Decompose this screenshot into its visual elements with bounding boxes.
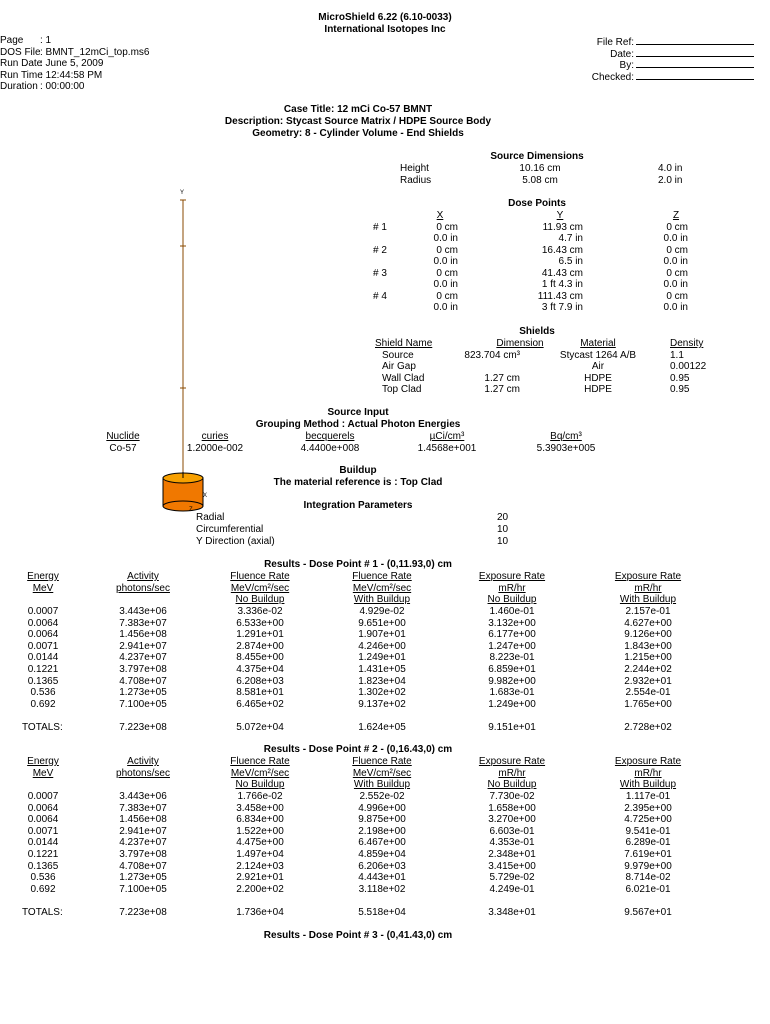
shield-name: Wall Clad [382, 373, 425, 384]
dose-col-z: Z [672, 210, 680, 221]
activity-header: Activity photons/sec [116, 571, 170, 594]
shield-mat: Stycast 1264 A/B [559, 350, 637, 361]
dose-z: 0 cm [666, 222, 688, 233]
dose-z: 0.0 in [663, 233, 688, 244]
dose-y: 41.43 cm [541, 268, 583, 279]
case-title: Case Title: 12 mCi Co-57 BMNT [283, 104, 433, 115]
exposure-nb-column: 1.460e-01 3.132e+00 6.177e+00 1.247e+00 8.223e-01 6.859e+01 9.982e+00 1.683e-01 1.249e+00 [488, 606, 536, 710]
totals-exposure-nb: 9.151e+01 [488, 722, 536, 733]
uci-cm3-value: 1.4568e+001 [417, 443, 477, 454]
curies-value: 1.2000e-002 [186, 443, 244, 454]
dose-point-id: # 3 [373, 268, 387, 279]
totals-label: TOTALS: [22, 722, 63, 733]
energy-column: 0.0007 0.0064 0.0064 0.0071 0.0144 0.1221 0.1365 0.536 0.692 [27, 791, 59, 895]
fluence-wb-column: 4.929e-02 9.651e+00 1.907e+01 4.246e+00 1.249e+01 1.431e+05 1.823e+04 1.302e+02 9.137e+02 [358, 606, 406, 710]
meta-label: Page [0, 35, 24, 46]
dose-z: 0.0 in [663, 256, 688, 267]
dose-z: 0 cm [666, 245, 688, 256]
exposure-nb-header: Exposure Rate mR/hr No Buildup [478, 756, 546, 791]
shield-mat: HDPE [584, 373, 612, 384]
results-title: Results - Dose Point # 3 - (0,41.43,0) cm [263, 930, 453, 941]
shield-name: Source [382, 350, 414, 361]
nuclide-header: Nuclide [106, 431, 140, 442]
shield-den: 1.1 [670, 350, 684, 361]
becquerels-value: 4.4400e+008 [300, 443, 360, 454]
fluence-wb-column: 2.552e-02 4.996e+00 9.875e+00 2.198e+00 6.467e+00 4.859e+04 6.206e+03 4.443e+01 3.118e+02 [358, 791, 406, 895]
grouping-method: Grouping Method : Actual Photon Energies [255, 419, 461, 430]
shield-dim: 1.27 cm [484, 384, 520, 395]
dose-x: 0 cm [436, 291, 458, 302]
energy-header: Energy MeV [27, 571, 59, 594]
integration-label: Circumferential [196, 524, 264, 535]
results-title: Results - Dose Point # 2 - (0,16.43,0) cm [263, 744, 453, 755]
shield-den: 0.95 [670, 373, 690, 384]
dose-x: 0 cm [436, 245, 458, 256]
integration-value: 20 [497, 512, 509, 523]
shield-mat: Air [591, 361, 605, 372]
dose-z: 0 cm [666, 268, 688, 279]
becquerels-header: becquerels [305, 431, 355, 442]
exposure-wb-column: 1.117e-01 2.395e+00 4.725e+00 9.541e-01 6.289e-01 7.619e+01 9.979e+00 8.714e-02 6.021e-01 [624, 791, 672, 895]
fluence-wb-header: Fluence Rate MeV/cm²/sec With Buildup [352, 756, 412, 791]
totals-fluence-wb: 1.624e+05 [358, 722, 406, 733]
shield-dim: 823.704 cm³ [464, 350, 520, 361]
buildup-heading: Buildup [339, 465, 377, 476]
source-input-heading: Source Input [327, 407, 389, 418]
z-axis-label: Z [189, 507, 193, 513]
dose-z: 0.0 in [663, 279, 688, 290]
meta-value: : June 5, 2009 [40, 58, 104, 70]
company-name: International Isotopes Inc [324, 24, 446, 35]
case-description: Description: Stycast Source Matrix / HDPE Source Body [224, 116, 492, 127]
shield-mat: HDPE [584, 384, 612, 395]
integration-label: Y Direction (axial) [196, 536, 275, 547]
source-dim-cm: 10.16 cm [519, 163, 561, 174]
program-title: MicroShield 6.22 (6.10-0033) [318, 12, 452, 23]
case-geometry: Geometry: 8 - Cylinder Volume - End Shields [252, 128, 464, 139]
integration-value: 10 [497, 524, 509, 535]
dose-z: 0.0 in [663, 302, 688, 313]
shield-col-dimension: Dimension [496, 338, 544, 349]
dose-y: 1 ft 4.3 in [541, 279, 583, 290]
uci-cm3-header: µCi/cm³ [429, 431, 465, 442]
shield-col-name: Shield Name [375, 338, 433, 349]
dose-point-id: # 4 [373, 291, 387, 302]
dose-y: 11.93 cm [542, 222, 583, 233]
dose-x: 0.0 in [433, 279, 458, 290]
energy-header: Energy MeV [27, 756, 59, 779]
energy-column: 0.0007 0.0064 0.0064 0.0071 0.0144 0.1221 0.1365 0.536 0.692 [27, 606, 59, 710]
dose-x: 0.0 in [433, 233, 458, 244]
dose-y: 4.7 in [558, 233, 583, 244]
dose-x: 0 cm [436, 268, 458, 279]
activity-column: 3.443e+06 7.383e+07 1.456e+08 2.941e+07 4.237e+07 3.797e+08 4.708e+07 1.273e+05 7.100e+05 [119, 791, 167, 895]
fluence-nb-header: Fluence Rate MeV/cm²/sec No Buildup [230, 571, 290, 606]
results-title: Results - Dose Point # 1 - (0,11.93,0) cm [264, 559, 452, 570]
dose-x: 0.0 in [433, 256, 458, 267]
bq-cm3-value: 5.3903e+005 [536, 443, 596, 454]
buildup-reference: The material reference is : Top Clad [273, 477, 443, 488]
shield-col-density: Density [670, 338, 704, 349]
by-label: By: [619, 60, 634, 72]
dose-y: 6.5 in [558, 256, 583, 267]
dose-x: 0 cm [436, 222, 458, 233]
bq-cm3-header: Bq/cm³ [550, 431, 582, 442]
dose-y: 111.43 cm [537, 291, 583, 302]
totals-label: TOTALS: [22, 907, 63, 918]
source-dimensions-heading: Source Dimensions [490, 151, 584, 162]
fluence-wb-header: Fluence Rate MeV/cm²/sec With Buildup [352, 571, 412, 606]
integration-value: 10 [497, 536, 509, 547]
shield-den: 0.00122 [670, 361, 707, 372]
y-axis-label: Y [180, 190, 185, 196]
x-axis-label: X [203, 493, 208, 499]
totals-activity: 7.223e+08 [119, 722, 167, 733]
activity-column: 3.443e+06 7.383e+07 1.456e+08 2.941e+07 4.237e+07 3.797e+08 4.708e+07 1.273e+05 7.100e+05 [119, 606, 167, 710]
dose-y: 16.43 cm [541, 245, 583, 256]
shields-heading: Shields [519, 326, 555, 337]
meta-value: : 1 [40, 35, 52, 46]
source-dim-label: Height [400, 163, 429, 174]
totals-exposure-nb: 3.348e+01 [488, 907, 536, 918]
totals-fluence-nb: 1.736e+04 [236, 907, 284, 918]
dose-point-id: # 1 [373, 222, 387, 233]
totals-activity: 7.223e+08 [119, 907, 167, 918]
totals-fluence-nb: 5.072e+04 [236, 722, 284, 733]
activity-header: Activity photons/sec [116, 756, 170, 779]
fluence-nb-column: 3.336e-02 6.533e+00 1.291e+01 2.874e+00 8.455e+00 4.375e+04 6.208e+03 8.581e+01 6.465e+02 [236, 606, 284, 710]
shield-col-material: Material [580, 338, 616, 349]
integration-label: Radial [196, 512, 225, 523]
exposure-wb-header: Exposure Rate mR/hr With Buildup [614, 756, 682, 791]
integration-heading: Integration Parameters [303, 500, 413, 511]
checked-label: Checked: [591, 71, 634, 83]
totals-fluence-wb: 5.518e+04 [358, 907, 406, 918]
dose-point-id: # 2 [373, 245, 387, 256]
shield-den: 0.95 [670, 384, 690, 395]
exposure-nb-column: 7.730e-02 1.658e+00 3.270e+00 6.603e-01 4.353e-01 2.348e+01 3.415e+00 5.729e-02 4.249e-01 [488, 791, 536, 895]
file-ref-label: File Ref: [596, 37, 634, 48]
dose-points-heading: Dose Points [508, 198, 566, 209]
meta-label: Run Date [0, 58, 43, 70]
meta-value: : 12:44:58 PM [40, 69, 103, 81]
shield-dim: 1.27 cm [484, 373, 520, 384]
dose-y: 3 ft 7.9 in [541, 302, 583, 313]
meta-label: Duration [0, 81, 38, 93]
dose-z: 0 cm [666, 291, 688, 302]
dose-x: 0.0 in [433, 302, 458, 313]
exposure-wb-header: Exposure Rate mR/hr With Buildup [614, 571, 682, 606]
curies-header: curies [201, 431, 229, 442]
meta-value: : BMNT_12mCi_top.ms6 [40, 46, 150, 58]
source-dim-in: 4.0 in [658, 163, 683, 174]
nuclide-value: Co-57 [109, 443, 137, 454]
source-dim-label: Radius [400, 175, 432, 186]
shield-name: Top Clad [382, 384, 422, 395]
fluence-nb-column: 1.766e-02 3.458e+00 6.834e+00 1.522e+00 4.475e+00 1.497e+04 2.124e+03 2.921e+01 2.200e+02 [236, 791, 284, 895]
totals-exposure-wb: 9.567e+01 [624, 907, 672, 918]
dose-col-y: Y [556, 210, 564, 221]
exposure-wb-column: 2.157e-01 4.627e+00 9.126e+00 1.843e+00 1.215e+00 2.244e+02 2.932e+01 2.554e-01 1.765e+00 [624, 606, 672, 710]
date-label: Date: [610, 48, 634, 60]
meta-label: DOS File [0, 46, 41, 58]
source-dim-in: 2.0 in [658, 175, 683, 186]
source-dim-cm: 5.08 cm [522, 175, 558, 186]
fluence-nb-header: Fluence Rate MeV/cm²/sec No Buildup [230, 756, 290, 791]
totals-exposure-wb: 2.728e+02 [624, 722, 672, 733]
dose-col-x: X [436, 210, 444, 221]
shield-name: Air Gap [382, 361, 416, 372]
exposure-nb-header: Exposure Rate mR/hr No Buildup [478, 571, 546, 606]
meta-value: : 00:00:00 [40, 81, 85, 93]
meta-label: Run Time [0, 69, 43, 81]
